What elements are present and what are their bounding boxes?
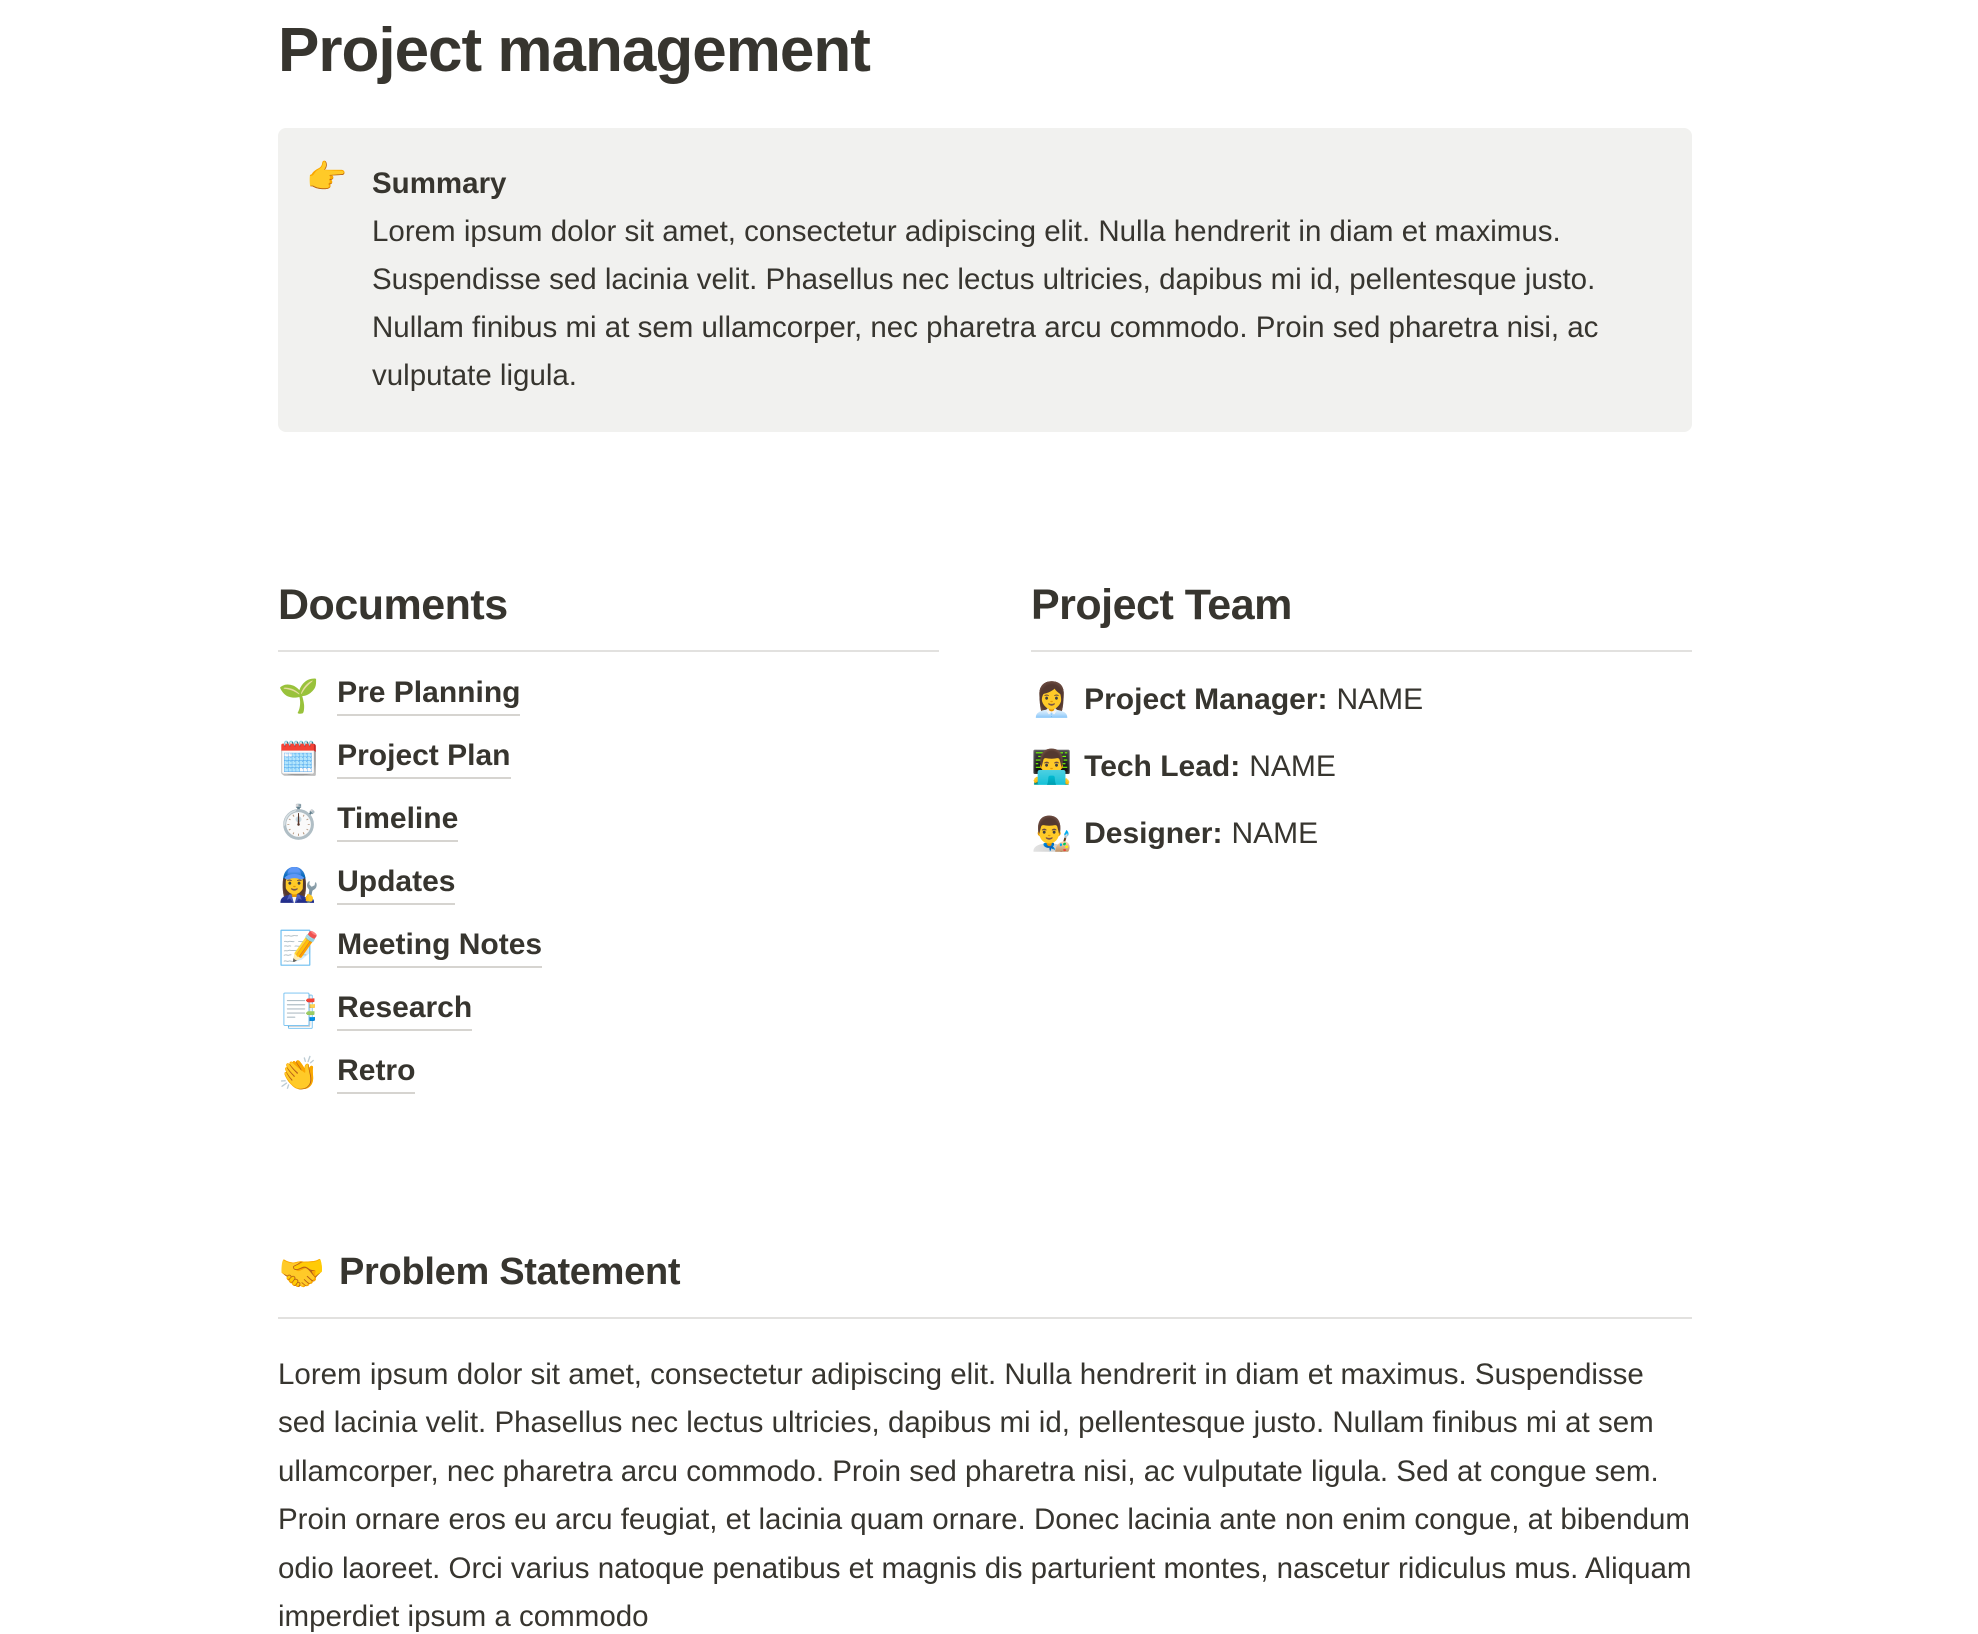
document-link[interactable] <box>278 664 939 727</box>
problem-statement-heading <box>278 1247 1692 1298</box>
document-link-label: Updates <box>337 864 455 905</box>
team-member-row <box>1031 733 1692 800</box>
document-link[interactable] <box>278 853 939 916</box>
problem-statement-section <box>278 1247 1692 1634</box>
team-member-row <box>1031 800 1692 867</box>
spiral-calendar-icon: 🗓️ <box>278 739 320 779</box>
stopwatch-icon: ⏱️ <box>278 802 320 842</box>
document-link[interactable] <box>278 979 939 1042</box>
woman-mechanic-icon: 👩‍🔧 <box>278 865 320 905</box>
team-member-role: Project Manager: <box>1084 682 1328 716</box>
man-artist-icon: 👨‍🎨 <box>1031 814 1073 854</box>
document-link-label: Retro <box>337 1053 415 1094</box>
man-technologist-icon: 👨‍💻 <box>1031 747 1073 787</box>
document-link[interactable] <box>278 727 939 790</box>
summary-callout-title: Summary <box>372 167 507 201</box>
document-link-label: Meeting Notes <box>337 927 542 968</box>
team-member-name: NAME <box>1231 816 1319 850</box>
team-member-name: NAME <box>1336 682 1424 716</box>
woman-office-worker-icon: 👩‍💼 <box>1031 680 1073 720</box>
problem-statement-heading-text: Problem Statement <box>339 1251 681 1294</box>
page-title: Project management <box>278 16 870 85</box>
handshake-icon: 🤝 <box>278 1250 326 1295</box>
project-team-section <box>1031 578 1692 1105</box>
team-list <box>1031 666 1692 867</box>
document-link-label: Project Plan <box>337 738 510 779</box>
seedling-icon: 🌱 <box>278 676 320 716</box>
document-link[interactable] <box>278 790 939 853</box>
project-team-heading: Project Team <box>1031 581 1292 630</box>
document-link[interactable] <box>278 1042 939 1105</box>
team-member-row <box>1031 666 1692 733</box>
document-link[interactable] <box>278 916 939 979</box>
summary-callout-text: Lorem ipsum dolor sit amet, consectetur adipiscing elit. Nulla hendrerit in diam et maximus. Suspendisse sed lacinia velit. Phasellus nec lectus ultricies, dapibus mi id, pellentesque justo. Nullam finibus mi at sem ullamcorper, nec pharetra arcu commodo. Proin sed pharetra nisi, ac vulputate ligula. <box>372 215 1599 393</box>
clapping-hands-icon: 👏 <box>278 1054 320 1094</box>
divider <box>1031 650 1692 652</box>
team-member-text <box>1084 682 1423 718</box>
two-column-section <box>278 578 1692 1105</box>
summary-callout-body <box>372 160 1652 400</box>
memo-icon: 📝 <box>278 928 320 968</box>
team-member-text <box>1084 816 1318 852</box>
problem-statement-body: Lorem ipsum dolor sit amet, consectetur adipiscing elit. Nulla hendrerit in diam et maximus. Suspendisse sed lacinia velit. Phasellus nec lectus ultricies, dapibus mi id, pellentesque justo. Nullam finibus mi at sem ullamcorper, nec pharetra arcu commodo. Proin sed pharetra nisi, ac vulputate ligula. Sed at congue sem. Proin ornare eros eu arcu feugiat, et lacinia quam ornare. Donec lacinia ante non enim congue, at bibendum odio laoreet. Orci varius natoque penatibus et magnis dis parturient montes, nascetur ridiculus mus. Aliquam imperdiet ipsum a commodo <box>278 1357 1692 1634</box>
summary-callout <box>278 128 1692 432</box>
documents-section <box>278 578 939 1105</box>
documents-list <box>278 664 939 1105</box>
divider <box>278 1317 1692 1319</box>
document-link-label: Pre Planning <box>337 675 520 716</box>
bookmark-tabs-icon: 📑 <box>278 991 320 1031</box>
team-member-role: Designer: <box>1084 816 1223 850</box>
team-member-name: NAME <box>1249 749 1336 783</box>
document-link-label: Research <box>337 990 472 1031</box>
divider <box>278 650 939 652</box>
pointing-right-icon: 👉 <box>306 157 348 197</box>
document-link-label: Timeline <box>337 801 458 842</box>
documents-heading: Documents <box>278 581 508 630</box>
team-member-role: Tech Lead: <box>1084 749 1241 783</box>
team-member-text <box>1084 749 1336 785</box>
